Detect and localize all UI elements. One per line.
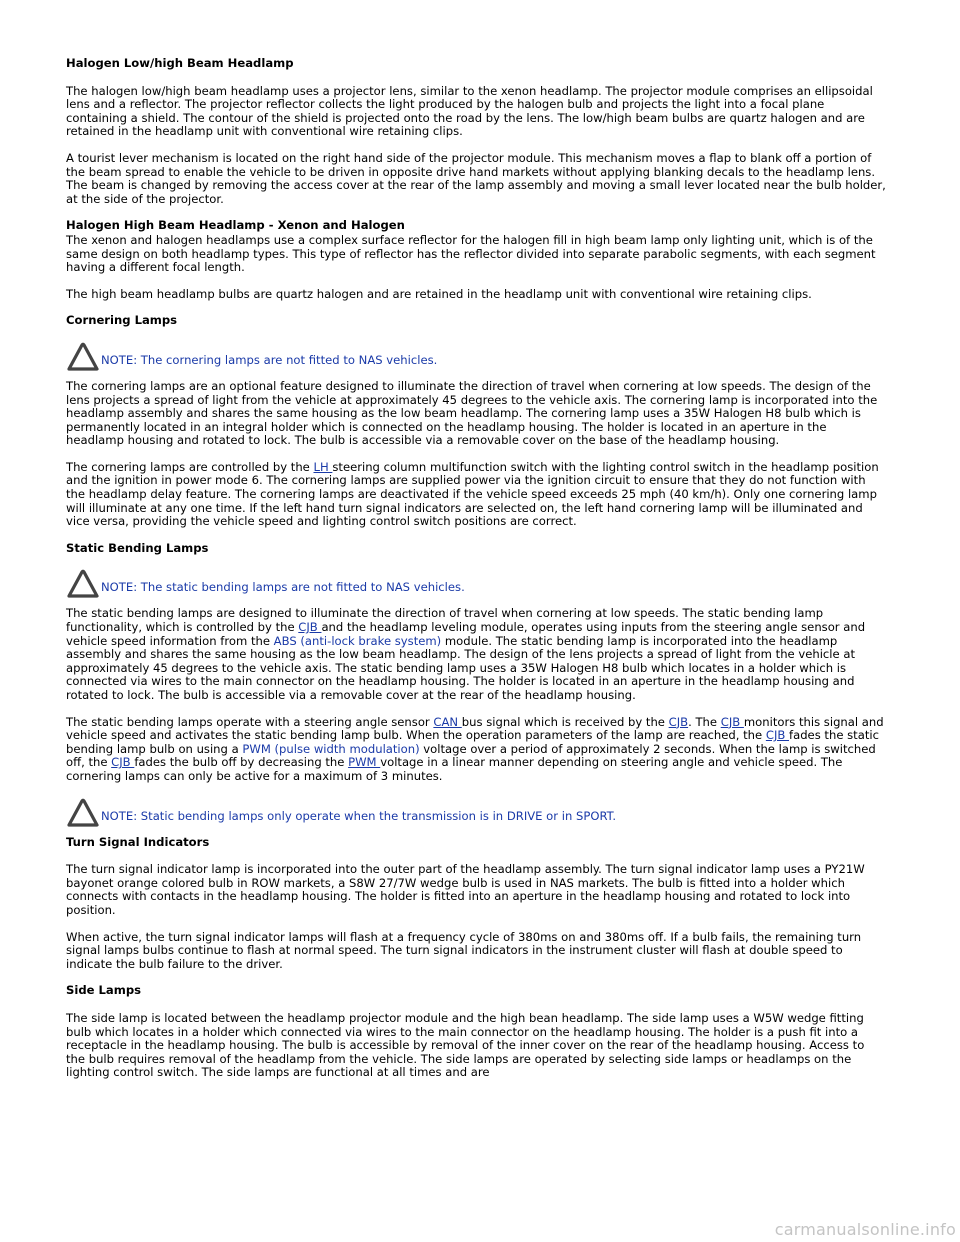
cjb-link[interactable]: CJB: [765, 728, 790, 743]
watermark: carmanualsonline.info: [774, 1220, 956, 1239]
paragraph: The cornering lamps are controlled by the LH steering column multifunction switch with the lighting control switch in the headlamp position and the ignition in power mode 6. The cornering lamps are supplied power via the ignition circuit to ensure that they do not function with the headlamp delay feature. The cornering lamps are deactivated if the vehicle speed exceeds 25 mph (40 km/h). Only one cornering lamp will illuminate at any one time. If the left hand turn signal indicators are selected on, the left hand cornering lamp will be illuminated and vice versa, providing the vehicle speed and lighting control switch positions are correct.: [66, 459, 879, 529]
section-title-static-bending: Static Bending Lamps: [66, 540, 209, 555]
warning-triangle-icon: [66, 798, 100, 828]
section-title-turn-signal: Turn Signal Indicators: [66, 834, 210, 849]
cjb-link[interactable]: CJB: [720, 714, 744, 729]
paragraph: The static bending lamps operate with a steering angle sensor CAN bus signal which is received by the CJB. The CJB monitors this signal and vehicle speed and activates the static bending lamp bulb. When the operation parameters of the lamp are reached, the CJB fades the static bending lamp bulb on using a PWM (pulse width modulation) voltage over a period of approximately 2 seconds. When the lamp is switched off, the CJB fades the bulb off by decreasing the PWM voltage in a linear manner depending on steering angle and vehicle speed. The cornering lamps can only be active for a maximum of 3 minutes.: [66, 714, 884, 783]
note-cornering: [66, 342, 886, 368]
note-static-bending: [66, 569, 886, 595]
paragraph: The cornering lamps are an optional feature designed to illuminate the direction of travel when cornering at low speeds. The design of the lens projects a spread of light from the vehicle at approximately 45 degrees to the vehicle axis. The cornering lamp is incorporated into the headlamp assembly and shares the same housing as the low beam headlamp. The cornering lamp uses a 35W Halogen H8 bulb which is permanently located in an integral holder which is connected on the headlamp housing. The holder is located in an aperture in the headlamp housing and rotated to lock. The bulb is accessible via a removable cover on the base of the headlamp housing.: [66, 378, 878, 448]
pwm-link[interactable]: PWM: [348, 755, 381, 770]
cjb-link[interactable]: CJB: [668, 714, 689, 729]
warning-triangle-icon: [66, 569, 100, 599]
cjb-link[interactable]: CJB: [111, 755, 135, 770]
section-title-low-high-beam: Halogen Low/high Beam Headlamp: [66, 56, 294, 70]
cjb-link[interactable]: CJB: [298, 620, 322, 635]
paragraph: When active, the turn signal indicator lamps will flash at a frequency cycle of 380ms on and 380ms off. If a bulb fails, the remaining turn signal lamps bulbs continue to flash at normal speed. The turn signal indicators in the instrument cluster will flash at double speed to indicate the bulb failure to the driver.: [66, 929, 862, 971]
note-text: NOTE: Static bending lamps only operate when the transmission is in DRIVE or in SPORT.: [101, 808, 617, 823]
note-static-bending-drive: [66, 798, 886, 824]
paragraph: The high beam headlamp bulbs are quartz halogen and are retained in the headlamp unit with conventional wire retaining clips.: [66, 286, 812, 301]
section-title-side-lamps: Side Lamps: [66, 983, 142, 998]
section-title-cornering-lamps: Cornering Lamps: [66, 313, 178, 328]
paragraph: The halogen low/high beam headlamp uses a projector lens, similar to the xenon headlamp. The projector module comprises an ellipsoidal lens and a reflector. The projector reflector collects the light produced by the halogen bulb and projects the light into a focal plane containing a shield. The contour of the shield is projected onto the road by the lens. The low/high beam bulbs are quartz halogen and are retained in the headlamp unit with conventional wire retaining clips.: [66, 83, 873, 139]
document-page: [66, 57, 886, 1093]
paragraph: The turn signal indicator lamp is incorporated into the outer part of the headlamp assembly. The turn signal indicator lamp uses a PY21W bayonet orange colored bulb in ROW markets, a S8W 27/7W wedge bulb is used in NAS markets. The bulb is fitted into a holder which connects with contacts in the headlamp housing. The holder is fitted into an aperture in the headlamp housing and rotated to lock into position.: [66, 862, 865, 917]
note-text: NOTE: The static bending lamps are not fitted to NAS vehicles.: [101, 580, 465, 595]
lh-link[interactable]: LH: [313, 459, 333, 474]
section-title-high-beam: Halogen High Beam Headlamp - Xenon and Halogen: [66, 218, 405, 233]
pwm-term: PWM (pulse width modulation): [242, 741, 420, 756]
paragraph: The side lamp is located between the headlamp projector module and the high bean headlamp. The side lamp uses a W5W wedge fitting bulb which locates in a holder which connected via wires to the main connector on the headlamp housing. The holder is a push fit into a receptacle in the headlamp housing. The bulb is accessible by removal of the inner cover on the rear of the headlamp housing. Access to the bulb requires removal of the headlamp from the vehicle. The side lamps are operated by selecting side lamps or headlamps on the lighting control switch. The side lamps are functional at all times and are: [66, 1010, 865, 1080]
paragraph: The static bending lamps are designed to illuminate the direction of travel when cornering at low speeds. The static bending lamp functionality, which is controlled by the CJB and the headlamp leveling module, operates using inputs from the steering angle sensor and vehicle speed information from the ABS (anti-lock brake system) module. The static bending lamp is incorporated into the headlamp assembly and shares the same housing as the low beam headlamp. The design of the lens projects a spread of light from the vehicle at approximately 45 degrees to the vehicle axis. The static bending lamp uses a 35W Halogen H8 bulb which locates in a holder which is connected via wires to the main connector on the headlamp housing. The holder is located in an aperture in the headlamp housing and rotated to lock. The bulb is accessible via a removable cover at the rear of the headlamp housing.: [66, 606, 866, 702]
abs-term: ABS (anti-lock brake system): [273, 633, 442, 648]
note-text: NOTE: The cornering lamps are not fitted to NAS vehicles.: [101, 352, 438, 367]
paragraph: The xenon and halogen headlamps use a complex surface reflector for the halogen fill in high beam lamp only lighting unit, which is of the same design on both headlamp types. This type of reflector has the reflector divided into separate parabolic segments, with each segment having a different focal length.: [66, 232, 876, 275]
warning-triangle-icon: [66, 342, 100, 372]
can-link[interactable]: CAN: [433, 714, 462, 729]
paragraph: A tourist lever mechanism is located on the right hand side of the projector module. This mechanism moves a flap to blank off a portion of the beam spread to enable the vehicle to be driven in opposite drive hand markets without applying blanking decals to the headlamp lens. The beam is changed by removing the access cover at the rear of the lamp assembly and moving a small lever located near the bulb holder, at the side of the projector.: [66, 150, 886, 206]
